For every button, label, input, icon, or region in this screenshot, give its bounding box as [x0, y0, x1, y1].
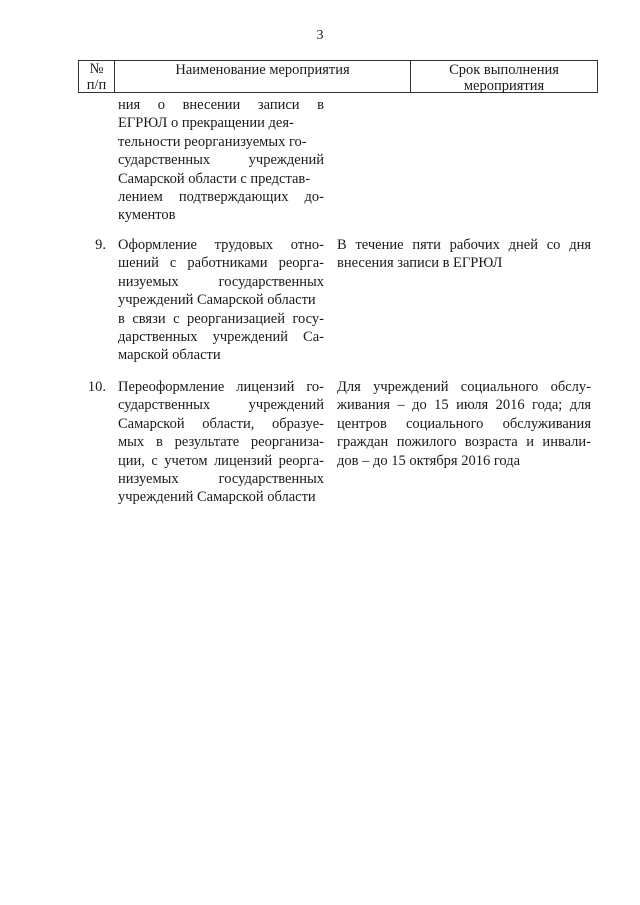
text-line: марской области [118, 347, 221, 364]
text-line: ции, с учетом лицензий реорга- [118, 452, 324, 469]
text-line: низуемых государственных [118, 471, 324, 488]
header-deadline: Срок выполнения мероприятия [449, 62, 559, 94]
table-header [78, 60, 598, 93]
text-line: дарственных учреждений Са- [118, 329, 324, 346]
text-line: центров социального обслуживания [337, 415, 591, 432]
text-line: низуемых государственных [118, 273, 324, 290]
header-number-line1: № [89, 60, 104, 77]
deadline [337, 236, 591, 273]
text-line: сударственных учреждений [118, 152, 324, 169]
header-number [79, 61, 115, 92]
text-line: кументов [118, 207, 176, 224]
text-line: Самарской области с представ- [118, 170, 311, 187]
text-line: Переоформление лицензий го- [118, 379, 324, 395]
event-name [118, 236, 324, 365]
text-line: ния о внесении записи в [118, 97, 324, 113]
text-line: учреждений Самарской области [118, 292, 316, 309]
row-number: 10. [87, 379, 106, 395]
row-number: 9. [95, 237, 106, 253]
text-line: внесения записи в ЕГРЮЛ [337, 255, 503, 272]
text-line: В течение пяти рабочих дней со дня [337, 237, 591, 253]
text-line: лением подтверждающих до- [118, 189, 324, 206]
text-line: сударственных учреждений [118, 397, 324, 414]
text-line: учреждений Самарской области [118, 489, 316, 506]
event-name-continuation [118, 96, 324, 225]
text-line: живания – до 15 июля 2016 года; для [337, 397, 591, 414]
text-line: шений с работниками реорга- [118, 255, 324, 272]
text-line: тельности реорганизуемых го- [118, 133, 307, 150]
header-number-line2: п/п [86, 76, 107, 93]
text-line: мых в результате реорганиза- [118, 434, 324, 451]
text-line: Самарской области, образуе- [118, 415, 324, 432]
text-line: Оформление трудовых отно- [118, 237, 324, 253]
text-line: Для учреждений социального обслу- [337, 379, 591, 395]
text-line: дов – до 15 октября 2016 года [337, 452, 521, 469]
event-name [118, 378, 324, 507]
header-event-name: Наименование мероприятия [115, 61, 411, 92]
deadline [337, 378, 591, 470]
text-line: граждан пожилого возраста и инвали- [337, 434, 591, 451]
text-line: ЕГРЮЛ о прекращении дея- [118, 115, 294, 132]
text-line: в связи с реорганизацией госу- [118, 310, 324, 327]
page-number: 3 [316, 28, 324, 43]
